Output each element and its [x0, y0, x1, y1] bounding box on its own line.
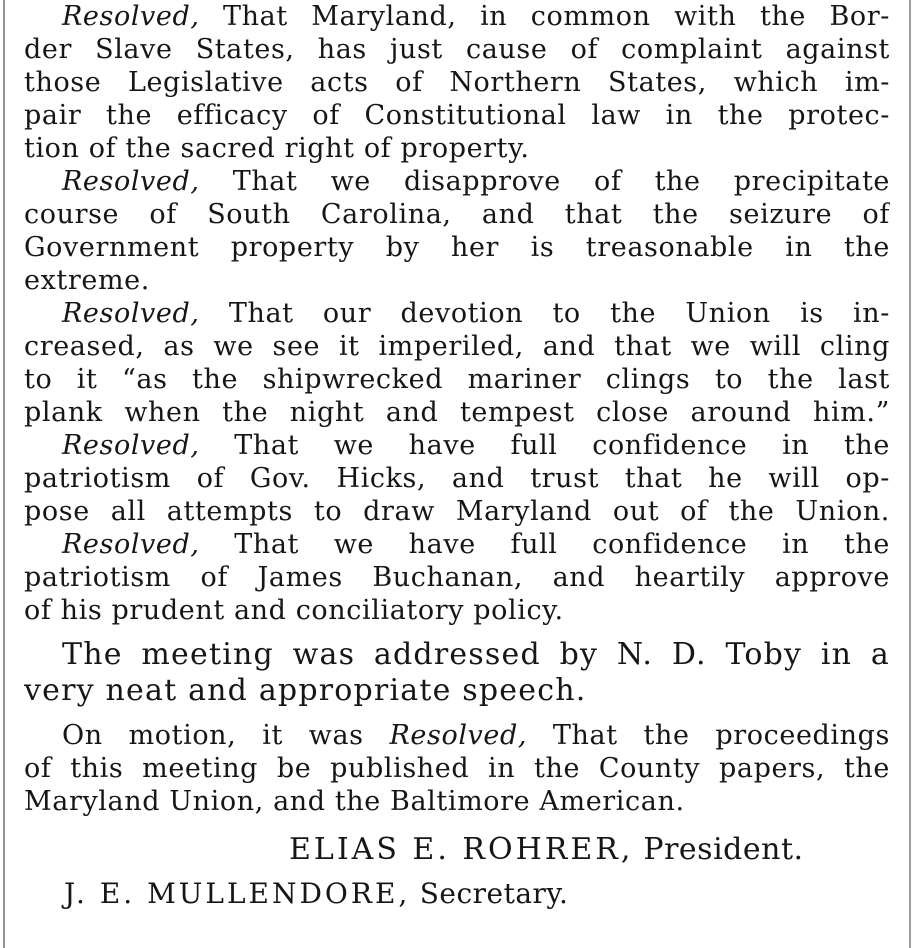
secretary-name: J. E. MULLENDORE, — [64, 877, 411, 910]
resolution-1 — [24, 0, 890, 165]
resolution-2-line-4: extreme. — [24, 265, 150, 296]
resolution-4-line-2: patriotism of Gov. Hicks, and trust that he will op- — [24, 463, 890, 494]
resolution-3 — [24, 297, 890, 429]
resolution-1-line-5: tion of the sacred right of property. — [24, 133, 530, 164]
resolution-3-line-2: creased, as we see it imperiled, and that we will cling — [24, 331, 890, 362]
resolved-lead: Resolved, — [62, 298, 200, 329]
meeting-address-paragraph — [24, 637, 890, 709]
motion-line-2: of this meeting be published in the County papers, the — [24, 753, 890, 784]
resolution-1-line-4: pair the efficacy of Constitutional law in the protec- — [24, 100, 890, 131]
resolved-lead: Resolved, — [389, 720, 528, 751]
secretary-role: Secretary. — [410, 877, 569, 910]
resolution-1-line-2: der Slave States, has just cause of complaint against — [24, 34, 890, 65]
resolution-4-line-1: Resolved, That we have full confidence in the — [62, 430, 890, 461]
president-signature — [24, 828, 890, 872]
resolved-lead: Resolved, — [62, 529, 200, 560]
resolution-2 — [24, 165, 890, 297]
resolution-4 — [24, 429, 890, 528]
resolution-3-line-1: Resolved, That our devotion to the Union is in- — [62, 298, 890, 329]
resolution-5 — [24, 528, 890, 627]
resolution-3-line-4: plank when the night and tempest close around him.” — [24, 397, 890, 428]
resolved-lead: Resolved, — [62, 166, 200, 197]
resolution-3-line-3: to it “as the shipwrecked mariner clings to the last — [24, 364, 890, 395]
resolution-1-line-3: those Legislative acts of Northern States, which im- — [24, 67, 890, 98]
secretary-signature — [24, 872, 890, 916]
motion-line-1: On motion, it was Resolved, That the proceedings — [62, 720, 890, 751]
resolution-5-line-2: patriotism of James Buchanan, and heartily approve — [24, 562, 890, 593]
article-column — [24, 0, 890, 916]
column-rule-left — [3, 0, 5, 948]
meeting-address-line-1: The meeting was addressed by N. D. Toby in a — [62, 637, 890, 672]
resolved-lead: Resolved, — [62, 1, 200, 32]
meeting-address-line-2: very neat and appropriate speech. — [24, 673, 587, 708]
column-rule-right — [909, 0, 911, 948]
motion-line-3: Maryland Union, and the Baltimore American. — [24, 786, 685, 817]
resolution-4-line-3: pose all attempts to draw Maryland out of the Union. — [24, 496, 890, 527]
resolution-5-line-3: of his prudent and conciliatory policy. — [24, 595, 564, 626]
resolution-2-line-3: Government property by her is treasonable in the — [24, 232, 890, 263]
resolution-5-line-1: Resolved, That we have full confidence in the — [62, 529, 890, 560]
president-name: ELIAS E. ROHRER, — [289, 832, 634, 867]
president-role: President. — [633, 832, 804, 867]
resolution-1-line-1: Resolved, That Maryland, in common with the Bor- — [62, 1, 890, 32]
motion-paragraph — [24, 719, 890, 818]
resolved-lead: Resolved, — [62, 430, 200, 461]
resolution-2-line-2: course of South Carolina, and that the seizure of — [24, 199, 890, 230]
resolution-2-line-1: Resolved, That we disapprove of the precipitate — [62, 166, 890, 197]
signature-block — [24, 828, 890, 916]
